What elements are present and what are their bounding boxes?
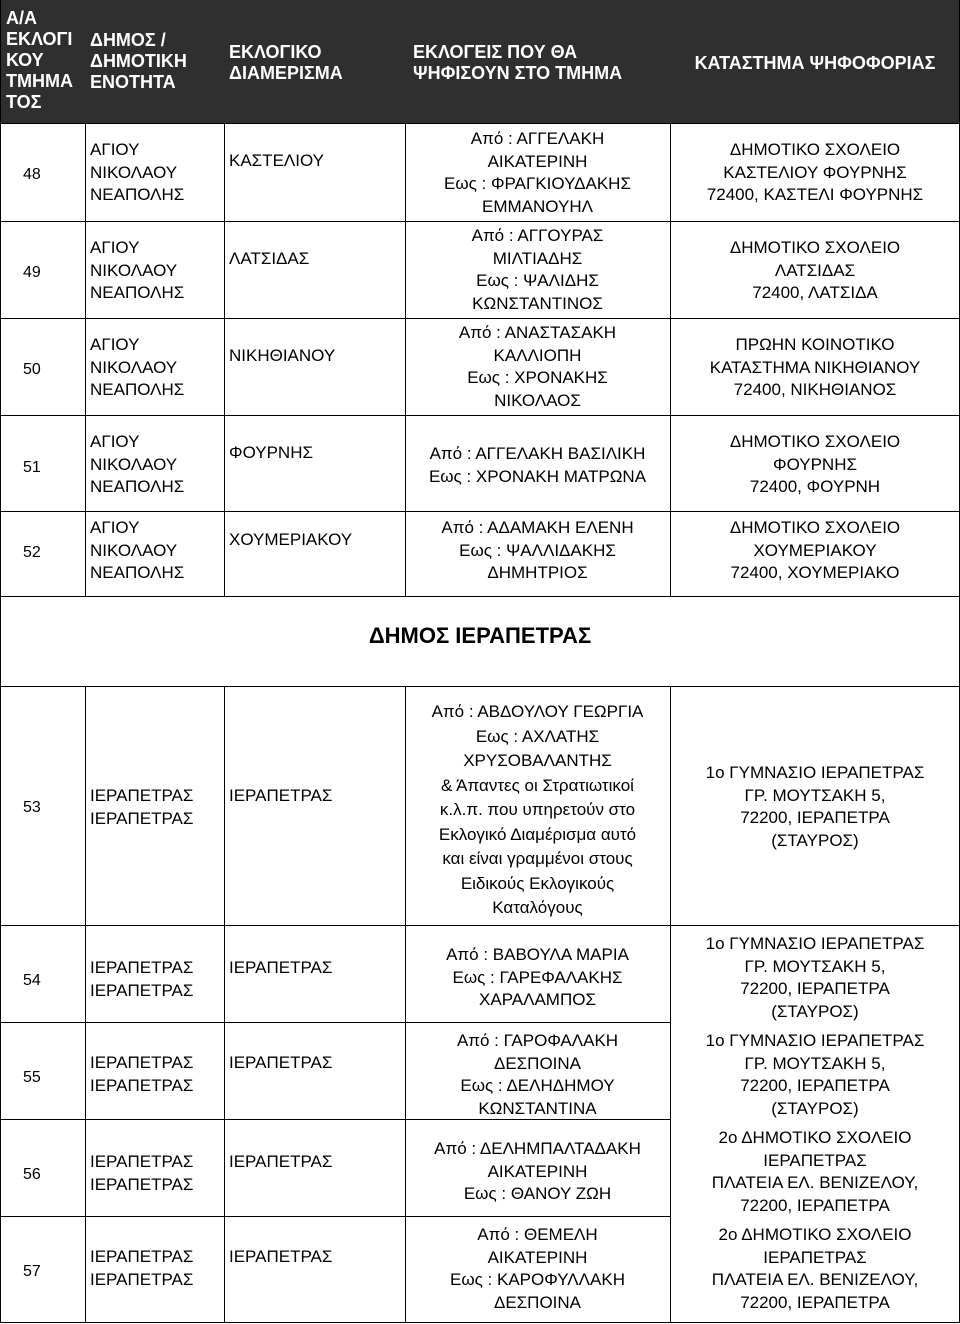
grid-line [0, 686, 960, 687]
polling-station-54: 1ο ΓΥΜΝΑΣΙΟ ΙΕΡΑΠΕΤΡΑΣ ΓΡ. ΜΟΥΤΣΑΚΗ 5, 72200, ΙΕΡΑΠΕΤΡΑ (ΣΤΑΥΡΟΣ) [705, 934, 925, 1021]
polling-station-53: 1ο ΓΥΜΝΑΣΙΟ ΙΕΡΑΠΕΤΡΑΣ ΓΡ. ΜΟΥΤΣΑΚΗ 5, 72200, ΙΕΡΑΠΕΤΡΑ (ΣΤΑΥΡΟΣ) [705, 763, 925, 850]
district-52: ΧΟΥΜΕΡΙΑΚΟΥ [229, 530, 353, 549]
district-49: ΛΑΤΣΙΔΑΣ [229, 249, 310, 268]
header-municipality: ΔΗΜΟΣ / ΔΗΜΟΤΙΚΗ ΕΝΟΤΗΤΑ [90, 30, 187, 92]
municipal-unit-57: ΙΕΡΑΠΕΤΡΑΣ ΙΕΡΑΠΕΤΡΑΣ [90, 1247, 194, 1289]
grid-line [0, 221, 960, 222]
municipal-unit-53: ΙΕΡΑΠΕΤΡΑΣ ΙΕΡΑΠΕΤΡΑΣ [90, 786, 194, 828]
voters-53: Από : ΑΒΔΟΥΛΟΥ ΓΕΩΡΓΙΑ Εως : ΑΧΛΑΤΗΣ ΧΡΥΣΟΒΑΛΑΝΤΗΣ & Άπαντες οι Στρατιωτικοί κ.λ.π. που υπηρετούν στο Εκλογικό Διαμέρισμα αυτό και είναι γραμμένοι στους Ειδικούς Εκλογικούς Καταλόγους [431, 702, 644, 917]
municipal-unit-48: ΑΓΙΟΥ ΝΙΚΟΛΑΟΥ ΝΕΑΠΟΛΗΣ [90, 140, 185, 204]
polling-station-52: ΔΗΜΟΤΙΚΟ ΣΧΟΛΕΙΟ ΧΟΥΜΕΡΙΑΚΟΥ 72400, ΧΟΥΜΕΡΙΑΚΟ [729, 518, 901, 582]
grid-line [0, 0, 1, 1323]
municipal-unit-50: ΑΓΙΟΥ ΝΙΚΟΛΑΟΥ ΝΕΑΠΟΛΗΣ [90, 335, 185, 399]
district-57: ΙΕΡΑΠΕΤΡΑΣ [229, 1247, 333, 1266]
grid-line [85, 686, 86, 1323]
grid-line [670, 686, 671, 1323]
voters-57: Από : ΘΕΜΕΛΗ ΑΙΚΑΤΕΡΙΝΗ Εως : ΚΑΡΟΦΥΛΛΑΚΗ ΔΕΣΠΟΙΝΑ [450, 1225, 625, 1312]
municipal-unit-51: ΑΓΙΟΥ ΝΙΚΟΛΑΟΥ ΝΕΑΠΟΛΗΣ [90, 432, 185, 496]
municipal-unit-56: ΙΕΡΑΠΕΤΡΑΣ ΙΕΡΑΠΕΤΡΑΣ [90, 1152, 194, 1194]
section-number-54: 54 [23, 972, 41, 989]
district-53: ΙΕΡΑΠΕΤΡΑΣ [229, 786, 333, 805]
polling-station-50: ΠΡΩΗΝ ΚΟΙΝΟΤΙΚΟ ΚΑΤΑΣΤΗΜΑ ΝΙΚΗΘΙΑΝΟΥ 72400, ΝΙΚΗΘΙΑΝΟΣ [709, 335, 921, 399]
header-district: ΕΚΛΟΓΙΚΟ ΔΙΑΜΕΡΙΣΜΑ [229, 42, 343, 83]
section-number-57: 57 [23, 1263, 41, 1280]
grid-line [85, 123, 86, 596]
voters-51: Από : ΑΓΓΕΛΑΚΗ ΒΑΣΙΛΙΚΗ Εως : ΧΡΟΝΑΚΗ ΜΑΤΡΩΝΑ [428, 444, 647, 486]
voters-56: Από : ΔΕΛΗΜΠΑΛΤΑΔΑΚΗ ΑΙΚΑΤΕΡΙΝΗ Εως : ΘΑΝΟΥ ΖΩΗ [434, 1139, 641, 1203]
header-voters: ΕΚΛΟΓΕΙΣ ΠΟΥ ΘΑ ΨΗΦΙΣΟΥΝ ΣΤΟ ΤΜΗΜΑ [413, 42, 623, 83]
polling-station-55: 1ο ΓΥΜΝΑΣΙΟ ΙΕΡΑΠΕΤΡΑΣ ΓΡ. ΜΟΥΤΣΑΚΗ 5, 72200, ΙΕΡΑΠΕΤΡΑ (ΣΤΑΥΡΟΣ) [705, 1031, 925, 1118]
municipal-unit-55: ΙΕΡΑΠΕΤΡΑΣ ΙΕΡΑΠΕΤΡΑΣ [90, 1053, 194, 1095]
grid-line [0, 1022, 670, 1023]
voters-49: Από : ΑΓΓΟΥΡΑΣ ΜΙΛΤΙΑΔΗΣ Εως : ΨΑΛΙΔΗΣ ΚΩΝΣΤΑΝΤΙΝΟΣ [471, 226, 604, 313]
grid-line [0, 511, 960, 512]
polling-station-49: ΔΗΜΟΤΙΚΟ ΣΧΟΛΕΙΟ ΛΑΤΣΙΔΑΣ 72400, ΛΑΤΣΙΔΑ [729, 238, 901, 302]
voters-48: Από : ΑΓΓΕΛΑΚΗ ΑΙΚΑΤΕΡΙΝΗ Εως : ΦΡΑΓΚΙΟΥΔΑΚΗΣ ΕΜΜΑΝΟΥΗΛ [444, 129, 631, 216]
section-number-50: 50 [23, 361, 41, 378]
grid-line [670, 123, 671, 596]
header-section-number: Α/Α ΕΚΛΟΓΙ ΚΟΥ ΤΜΗΜΑ ΤΟΣ [6, 8, 73, 112]
district-55: ΙΕΡΑΠΕΤΡΑΣ [229, 1053, 333, 1072]
municipal-unit-49: ΑΓΙΟΥ ΝΙΚΟΛΑΟΥ ΝΕΑΠΟΛΗΣ [90, 238, 185, 302]
voters-54: Από : ΒΑΒΟΥΛΑ ΜΑΡΙΑ Εως : ΓΑΡΕΦΑΛΑΚΗΣ ΧΑΡΑΛΑΜΠΟΣ [446, 945, 629, 1009]
grid-line [405, 686, 406, 1323]
grid-line [224, 686, 225, 1323]
district-56: ΙΕΡΑΠΕΤΡΑΣ [229, 1152, 333, 1171]
polling-station-56: 2ο ΔΗΜΟΤΙΚΟ ΣΧΟΛΕΙΟ ΙΕΡΑΠΕΤΡΑΣ ΠΛΑΤΕΙΑ ΕΛ. ΒΕΝΙΖΕΛΟΥ, 72200, ΙΕΡΑΠΕΤΡΑ [711, 1128, 919, 1215]
voters-55: Από : ΓΑΡΟΦΑΛΑΚΗ ΔΕΣΠΟΙΝΑ Εως : ΔΕΛΗΔΗΜΟΥ ΚΩΝΣΤΑΝΤΙΝΑ [456, 1031, 619, 1118]
polling-station-57: 2ο ΔΗΜΟΤΙΚΟ ΣΧΟΛΕΙΟ ΙΕΡΑΠΕΤΡΑΣ ΠΛΑΤΕΙΑ ΕΛ. ΒΕΝΙΖΕΛΟΥ, 72200, ΙΕΡΑΠΕΤΡΑ [711, 1225, 919, 1312]
grid-line [0, 596, 960, 597]
section-number-48: 48 [23, 166, 41, 183]
grid-line [0, 925, 960, 926]
header-polling-station: ΚΑΤΑΣΤΗΜΑ ΨΗΦΟΦΟΡΙΑΣ [694, 53, 936, 73]
section-number-55: 55 [23, 1069, 41, 1086]
voters-52: Από : ΑΔΑΜΑΚΗ ΕΛΕΝΗ Εως : ΨΑΛΛΙΔΑΚΗΣ ΔΗΜΗΤΡΙΟΣ [441, 518, 634, 582]
grid-line [0, 1216, 670, 1217]
polling-station-48: ΔΗΜΟΤΙΚΟ ΣΧΟΛΕΙΟ ΚΑΣΤΕΛΙΟΥ ΦΟΥΡΝΗΣ 72400, ΚΑΣΤΕΛΙ ΦΟΥΡΝΗΣ [706, 140, 924, 204]
district-51: ΦΟΥΡΝΗΣ [229, 443, 313, 462]
section-number-49: 49 [23, 264, 41, 281]
grid-line [224, 123, 225, 596]
polling-station-51: ΔΗΜΟΤΙΚΟ ΣΧΟΛΕΙΟ ΦΟΥΡΝΗΣ 72400, ΦΟΥΡΝΗ [729, 432, 901, 496]
section-number-51: 51 [23, 459, 41, 476]
district-54: ΙΕΡΑΠΕΤΡΑΣ [229, 958, 333, 977]
section-number-53: 53 [23, 799, 41, 816]
grid-line [0, 1119, 670, 1120]
section-number-56: 56 [23, 1166, 41, 1183]
voters-50: Από : ΑΝΑΣΤΑΣΑΚΗ ΚΑΛΛΙΟΠΗ Εως : ΧΡΟΝΑΚΗΣ ΝΙΚΟΛΑΟΣ [458, 323, 617, 410]
grid-line [0, 123, 960, 124]
grid-line [405, 123, 406, 596]
section-title: ΔΗΜΟΣ ΙΕΡΑΠΕΤΡΑΣ [368, 623, 592, 648]
section-number-52: 52 [23, 544, 41, 561]
district-50: ΝΙΚΗΘΙΑΝΟΥ [229, 346, 336, 365]
municipal-unit-54: ΙΕΡΑΠΕΤΡΑΣ ΙΕΡΑΠΕΤΡΑΣ [90, 958, 194, 1000]
district-48: ΚΑΣΤΕΛΙΟΥ [229, 151, 325, 170]
grid-line [0, 415, 960, 416]
grid-line [0, 1322, 960, 1323]
municipal-unit-52: ΑΓΙΟΥ ΝΙΚΟΛΑΟΥ ΝΕΑΠΟΛΗΣ [90, 518, 185, 582]
grid-line [0, 318, 960, 319]
